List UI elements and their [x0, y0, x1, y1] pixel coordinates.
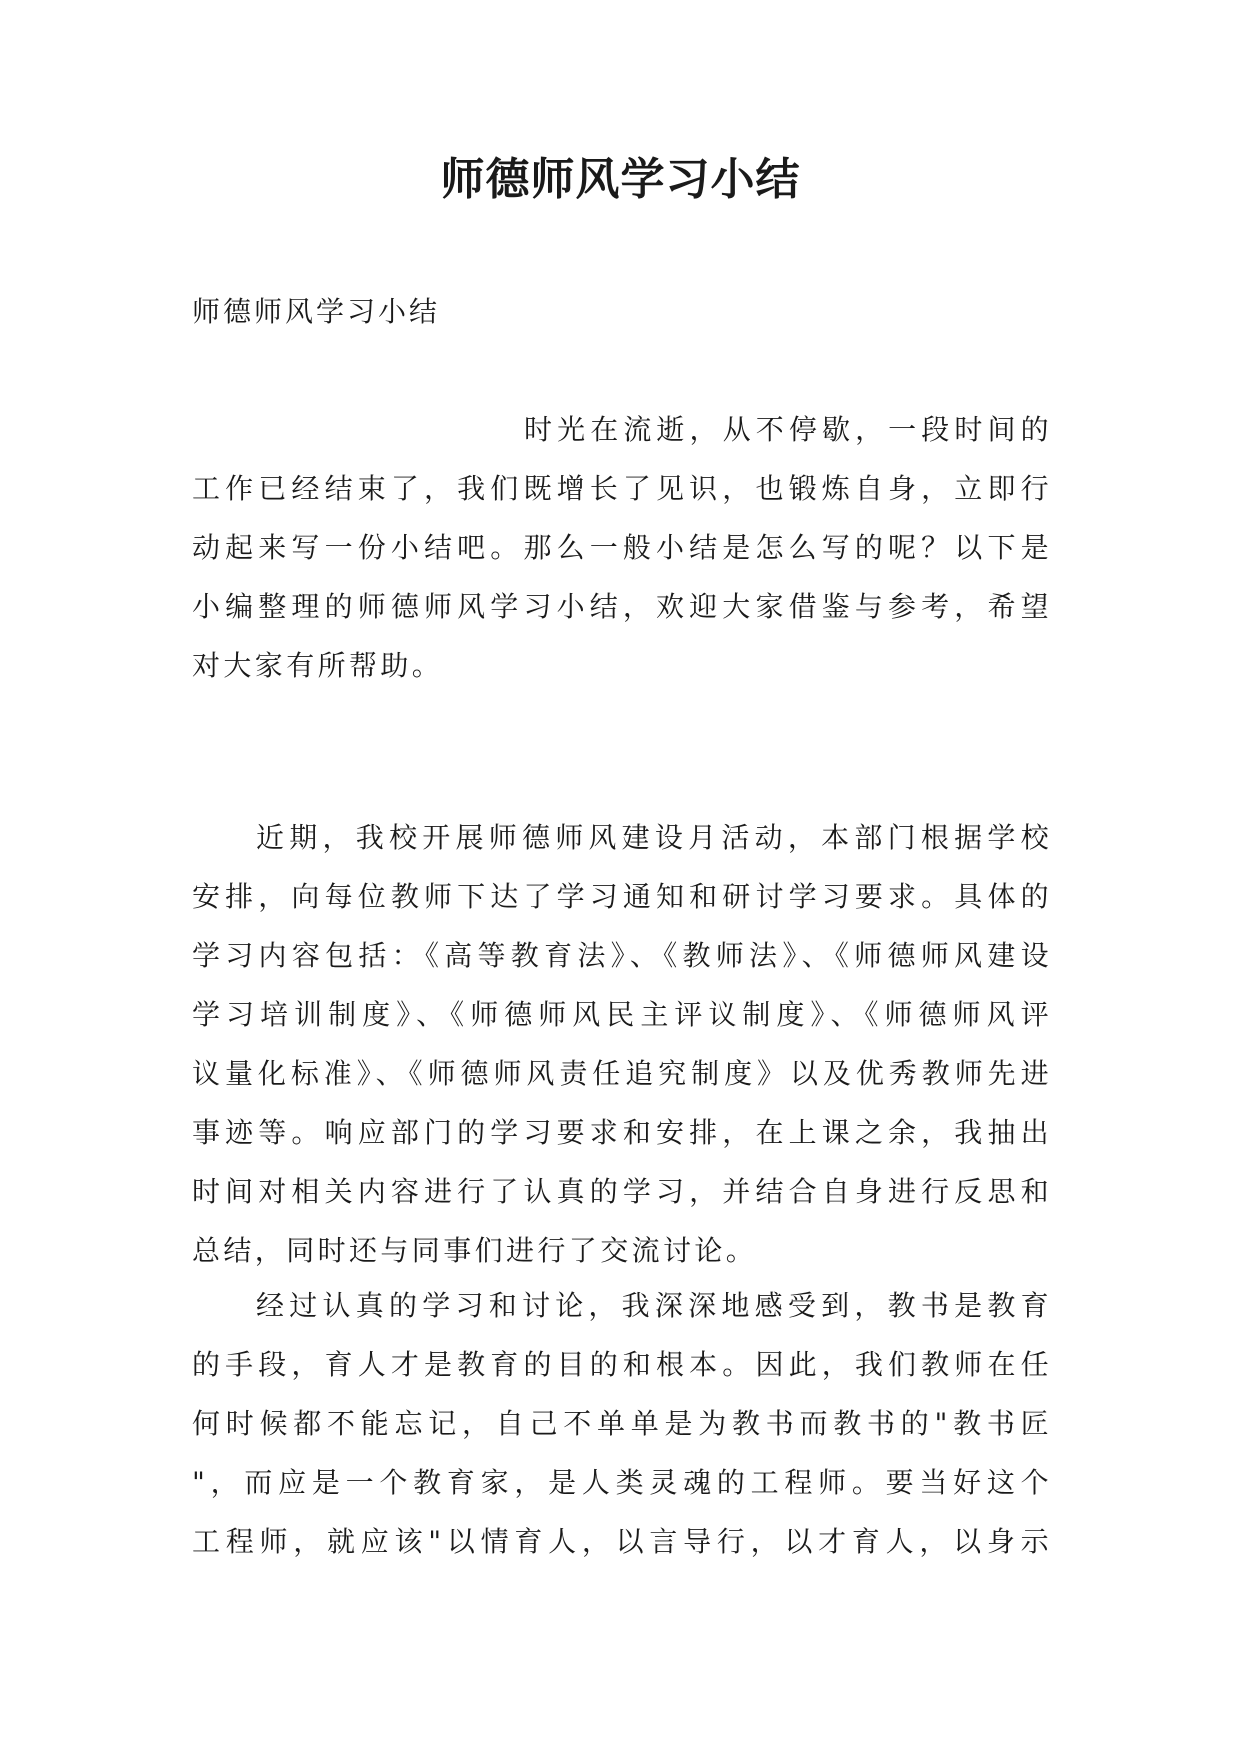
paragraph-line: 安排，向每位教师下达了学习通知和研讨学习要求。具体的: [192, 880, 1052, 913]
paragraph-line: 议量化标准》、《师德师风责任追究制度》以及优秀教师先进: [192, 1057, 1052, 1090]
paragraph-line: 经过认真的学习和讨论，我深深地感受到，教书是教育: [256, 1289, 1052, 1322]
page-title: 师德师风学习小结: [440, 154, 801, 205]
document-subtitle: 师德师风学习小结: [192, 295, 441, 328]
paragraph-line: 何时候都不能忘记，自己不单单是为教书而教书的"教书匠: [192, 1407, 1052, 1440]
paragraph-line: 时间对相关内容进行了认真的学习，并结合自身进行反思和: [192, 1175, 1052, 1208]
intro-line: 工作已经结束了，我们既增长了见识，也锻炼自身，立即行: [192, 472, 1052, 505]
intro-line: 动起来写一份小结吧。那么一般小结是怎么写的呢？以下是: [192, 531, 1052, 564]
paragraph-line: 总结，同时还与同事们进行了交流讨论。: [192, 1234, 758, 1267]
intro-line: 小编整理的师德师风学习小结，欢迎大家借鉴与参考，希望: [192, 590, 1052, 623]
paragraph-line: 的手段，育人才是教育的目的和根本。因此，我们教师在任: [192, 1348, 1052, 1381]
paragraph-line: "，而应是一个教育家，是人类灵魂的工程师。要当好这个: [192, 1466, 1052, 1499]
body-paragraph-2: [192, 1276, 1052, 1571]
intro-line: 对大家有所帮助。: [192, 649, 444, 682]
paragraph-line: 学习内容包括：《高等教育法》、《教师法》、《师德师风建设: [192, 939, 1052, 972]
body-paragraph-1: [192, 808, 1052, 1280]
paragraph-line: 事迹等。响应部门的学习要求和安排，在上课之余，我抽出: [192, 1116, 1052, 1149]
paragraph-line: 近期，我校开展师德师风建设月活动，本部门根据学校: [256, 821, 1052, 854]
paragraph-line: 工程师，就应该"以情育人，以言导行，以才育人，以身示: [192, 1525, 1052, 1558]
paragraph-line: 学习培训制度》、《师德师风民主评议制度》、《师德师风评: [192, 998, 1052, 1031]
intro-paragraph: [192, 400, 1052, 695]
intro-line: 时光在流逝，从不停歇，一段时间的: [524, 413, 1052, 446]
